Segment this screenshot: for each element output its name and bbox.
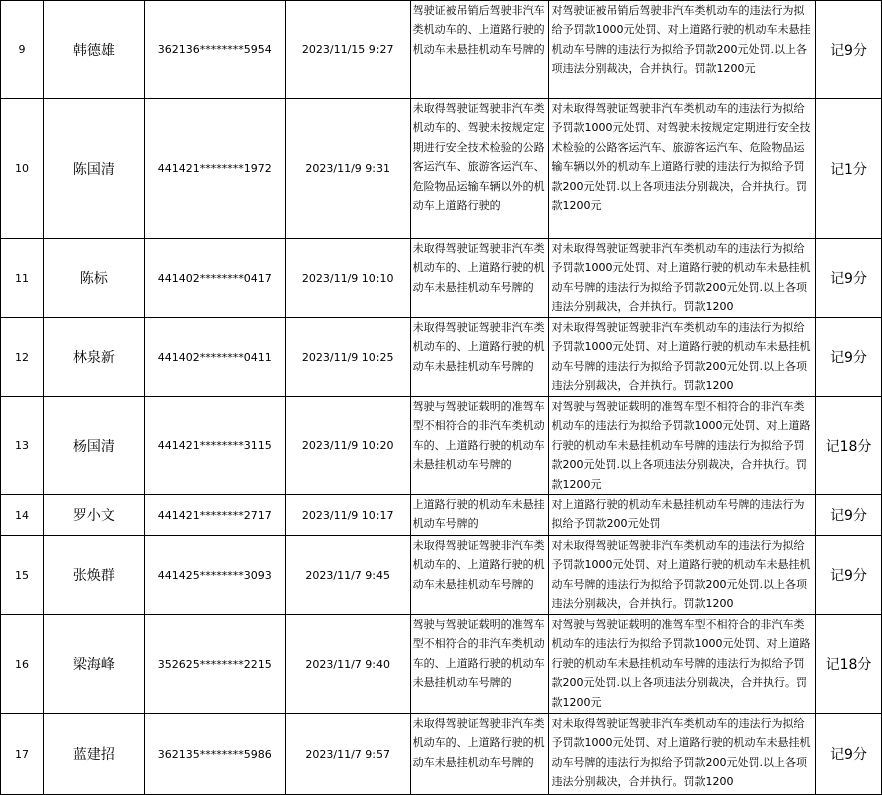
person-name: 陈标 <box>43 239 144 318</box>
penalty-description: 对驾驶证被吊销后驾驶非汽车类机动车的违法行为拟给予罚款1000元处罚、对上道路行驶的机动车未悬挂机动车号牌的违法行为拟给予罚款200元处罚.以上各项违法分别裁决，合并执行。罚款1200元 <box>549 1 816 99</box>
person-name: 梁海峰 <box>43 615 144 714</box>
penalty-description: 对未取得驾驶证驾驶非汽车类机动车的违法行为拟给予罚款1000元处罚、对上道路行驶的机动车未悬挂机动车号牌的违法行为拟给予罚款200元处罚.以上各项违法分别裁决，合并执行。罚款1200 <box>549 239 816 318</box>
table-row <box>1 99 882 239</box>
row-number: 16 <box>1 615 44 714</box>
penalty-points: 记9分 <box>816 714 882 795</box>
id-number: 352625********2215 <box>144 615 285 714</box>
penalty-description: 对未取得驾驶证驾驶非汽车类机动车的违法行为拟给予罚款1000元处罚、对驾驶未按规定定期进行安全技术检验的公路客运汽车、旅游客运汽车、危险物品运输车辆以外的机动车上道路行驶的违法行为拟给予罚款200元处罚.以上各项违法分别裁决，合并执行。罚款1200元 <box>549 99 816 239</box>
violation-time: 2023/11/9 10:25 <box>285 318 410 397</box>
table-row <box>1 536 882 615</box>
penalty-description: 对驾驶与驾驶证载明的准驾车型不相符合的非汽车类机动车的违法行为拟给予罚款1000元处罚、对上道路行驶的机动车未悬挂机动车号牌的违法行为拟给予罚款200元处罚.以上各项违法分别裁决，合并执行。罚款1200元 <box>549 397 816 495</box>
row-number: 9 <box>1 1 44 99</box>
id-number: 441425********3093 <box>144 536 285 615</box>
violation-description: 驾驶与驾驶证载明的准驾车型不相符合的非汽车类机动车的、上道路行驶的机动车未悬挂机动车号牌的 <box>410 615 549 714</box>
row-number: 10 <box>1 99 44 239</box>
id-number: 441421********3115 <box>144 397 285 495</box>
penalty-description: 对未取得驾驶证驾驶非汽车类机动车的违法行为拟给予罚款1000元处罚、对上道路行驶的机动车未悬挂机动车号牌的违法行为拟给予罚款200元处罚.以上各项违法分别裁决，合并执行。罚款1200 <box>549 536 816 615</box>
violation-description: 未取得驾驶证驾驶非汽车类机动车的、上道路行驶的机动车未悬挂机动车号牌的 <box>410 714 549 795</box>
table-row <box>1 1 882 99</box>
row-number: 12 <box>1 318 44 397</box>
violation-description: 未取得驾驶证驾驶非汽车类机动车的、上道路行驶的机动车未悬挂机动车号牌的 <box>410 318 549 397</box>
penalty-points: 记9分 <box>816 318 882 397</box>
penalty-description: 对未取得驾驶证驾驶非汽车类机动车的违法行为拟给予罚款1000元处罚、对上道路行驶的机动车未悬挂机动车号牌的违法行为拟给予罚款200元处罚.以上各项违法分别裁决，合并执行。罚款1200 <box>549 714 816 795</box>
person-name: 张焕群 <box>43 536 144 615</box>
violation-time: 2023/11/15 9:27 <box>285 1 410 99</box>
id-number: 362136********5954 <box>144 1 285 99</box>
person-name: 韩德雄 <box>43 1 144 99</box>
row-number: 15 <box>1 536 44 615</box>
person-name: 林泉新 <box>43 318 144 397</box>
row-number: 17 <box>1 714 44 795</box>
violation-time: 2023/11/7 9:57 <box>285 714 410 795</box>
penalty-points: 记9分 <box>816 239 882 318</box>
violation-time: 2023/11/9 9:31 <box>285 99 410 239</box>
table-row <box>1 615 882 714</box>
person-name: 罗小文 <box>43 495 144 536</box>
violation-time: 2023/11/7 9:45 <box>285 536 410 615</box>
row-number: 13 <box>1 397 44 495</box>
person-name: 陈国清 <box>43 99 144 239</box>
penalty-points: 记18分 <box>816 397 882 495</box>
violation-description: 未取得驾驶证驾驶非汽车类机动车的、上道路行驶的机动车未悬挂机动车号牌的 <box>410 536 549 615</box>
penalty-points: 记18分 <box>816 615 882 714</box>
penalty-description: 对上道路行驶的机动车未悬挂机动车号牌的违法行为拟给予罚款200元处罚 <box>549 495 816 536</box>
row-number: 11 <box>1 239 44 318</box>
penalty-points: 记9分 <box>816 1 882 99</box>
id-number: 362135********5986 <box>144 714 285 795</box>
violation-time: 2023/11/9 10:17 <box>285 495 410 536</box>
table-row <box>1 714 882 795</box>
violation-description: 驾驶与驾驶证载明的准驾车型不相符合的非汽车类机动车的、上道路行驶的机动车未悬挂机动车号牌的 <box>410 397 549 495</box>
violation-description: 未取得驾驶证驾驶非汽车类机动车的、驾驶未按规定定期进行安全技术检验的公路客运汽车、旅游客运汽车、危险物品运输车辆以外的机动车上道路行驶的 <box>410 99 549 239</box>
table-row <box>1 318 882 397</box>
person-name: 杨国清 <box>43 397 144 495</box>
table-row <box>1 397 882 495</box>
violation-time: 2023/11/7 9:40 <box>285 615 410 714</box>
person-name: 蓝建招 <box>43 714 144 795</box>
violation-time: 2023/11/9 10:20 <box>285 397 410 495</box>
violation-time: 2023/11/9 10:10 <box>285 239 410 318</box>
row-number: 14 <box>1 495 44 536</box>
violation-description: 上道路行驶的机动车未悬挂机动车号牌的 <box>410 495 549 536</box>
penalty-points: 记9分 <box>816 495 882 536</box>
penalty-points: 记1分 <box>816 99 882 239</box>
id-number: 441402********0411 <box>144 318 285 397</box>
table-row <box>1 239 882 318</box>
table-row <box>1 495 882 536</box>
penalty-description: 对驾驶与驾驶证载明的准驾车型不相符合的非汽车类机动车的违法行为拟给予罚款1000元处罚、对上道路行驶的机动车未悬挂机动车号牌的违法行为拟给予罚款200元处罚.以上各项违法分别裁决，合并执行。罚款1200元 <box>549 615 816 714</box>
violation-description: 驾驶证被吊销后驾驶非汽车类机动车的、上道路行驶的机动车未悬挂机动车号牌的 <box>410 1 549 99</box>
penalty-description: 对未取得驾驶证驾驶非汽车类机动车的违法行为拟给予罚款1000元处罚、对上道路行驶的机动车未悬挂机动车号牌的违法行为拟给予罚款200元处罚.以上各项违法分别裁决，合并执行。罚款1200 <box>549 318 816 397</box>
id-number: 441421********1972 <box>144 99 285 239</box>
id-number: 441402********0417 <box>144 239 285 318</box>
id-number: 441421********2717 <box>144 495 285 536</box>
violation-description: 未取得驾驶证驾驶非汽车类机动车的、上道路行驶的机动车未悬挂机动车号牌的 <box>410 239 549 318</box>
penalty-points: 记9分 <box>816 536 882 615</box>
